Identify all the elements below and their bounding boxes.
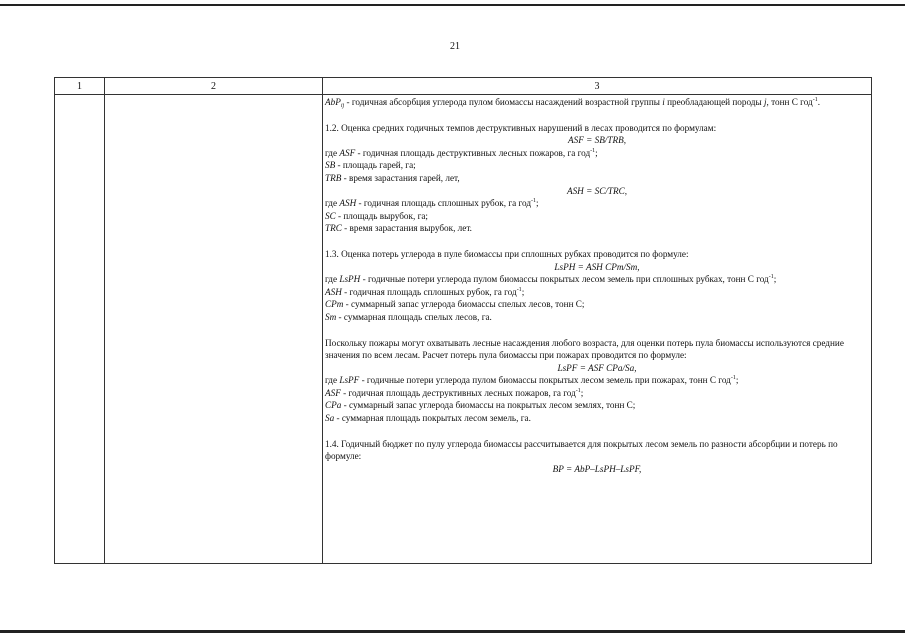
asf-definition: где ASF - годичная площадь деструктивных лесных пожаров, га год$^{-1}$; <box>325 147 598 158</box>
cpa-definition: CPa - суммарный запас углерода биомассы на покрытых лесом землях, тонн С; <box>325 400 636 411</box>
trb-definition: TRB - время зарастания гарей, лет, <box>325 172 460 183</box>
cpm-definition: CPm - суммарный запас углерода биомассы спелых лесов, тонн С; <box>325 299 585 310</box>
formula-ash: ASH = SC/TRC, <box>566 185 628 196</box>
cell-column-2 <box>105 95 323 564</box>
column-header-3: 3 <box>323 78 872 95</box>
ash-definition: где ASH - годичная площадь сплошных рубок, га год$^{-1}$; <box>325 198 539 209</box>
cell-column-3 <box>323 95 872 564</box>
page-number: 21 <box>450 41 460 52</box>
section-1-2-title: 1.2. Оценка средних годичных темпов деструктивных нарушений в лесах проводится по формулам: <box>325 122 717 133</box>
content-table <box>54 77 872 564</box>
formula-lsph: LsPH = ASH CPm/Sm, <box>554 261 640 272</box>
formula-lspf: LsPF = ASF CPa/Sa, <box>557 362 637 373</box>
body-row <box>55 95 872 564</box>
top-border-line <box>0 4 905 6</box>
sa-definition: Sa - суммарная площадь покрытых лесом земель, га. <box>325 413 531 424</box>
asf-definition-2: ASF - годичная площадь деструктивных лесных пожаров, га год$^{-1}$; <box>325 387 584 398</box>
formula-asf: ASF = SB/TRB, <box>567 135 626 146</box>
ash-definition-2: ASH - годичная площадь сплошных рубок, га год$^{-1}$; <box>325 286 525 297</box>
lsph-definition: где LsPH - годичные потери углерода пулом биомассы покрытых лесом земель при сплошных рубках, тонн С год$^{-1}$; <box>325 274 777 285</box>
column-header-1: 1 <box>55 78 105 95</box>
cell-column-1 <box>55 95 105 564</box>
bottom-border-line <box>0 630 905 633</box>
abp-definition: AbP$_{ij}$ - годичная абсорбция углерода пулом биомассы насаждений возрастной группы i преобладающей породы j, тонн С год$^{-1}$. <box>325 97 820 109</box>
fires-paragraph: Поскольку пожары могут охватывать лесные насаждения любого возраста, для оценки потерь пула биомассы используются средние значения по всем лесам. Расчет потерь пула биомассы при пожарах проводится по формуле: <box>325 337 844 361</box>
sm-definition: Sm - суммарная площадь спелых лесов, га. <box>325 311 492 322</box>
trc-definition: TRC - время зарастания вырубок, лет. <box>325 223 472 234</box>
header-row <box>55 78 872 95</box>
sb-definition: SB - площадь гарей, га; <box>325 160 416 171</box>
section-1-4-title: 1.4. Годичный бюджет по пулу углерода биомассы рассчитывается для покрытых лесом земель по разности абсорбции и потерь по формуле: <box>325 438 838 462</box>
formula-bp: BP = AbP–LsPH–LsPF, <box>552 463 642 474</box>
lspf-definition: где LsPF - годичные потери углерода пулом биомассы покрытых лесом земель при пожарах, тонн С год$^{-1}$; <box>325 375 739 386</box>
section-1-3-title: 1.3. Оценка потерь углерода в пуле биомассы при сплошных рубках проводится по формуле: <box>325 248 689 259</box>
sc-definition: SC - площадь вырубок, га; <box>325 210 428 221</box>
column-header-2: 2 <box>105 78 323 95</box>
